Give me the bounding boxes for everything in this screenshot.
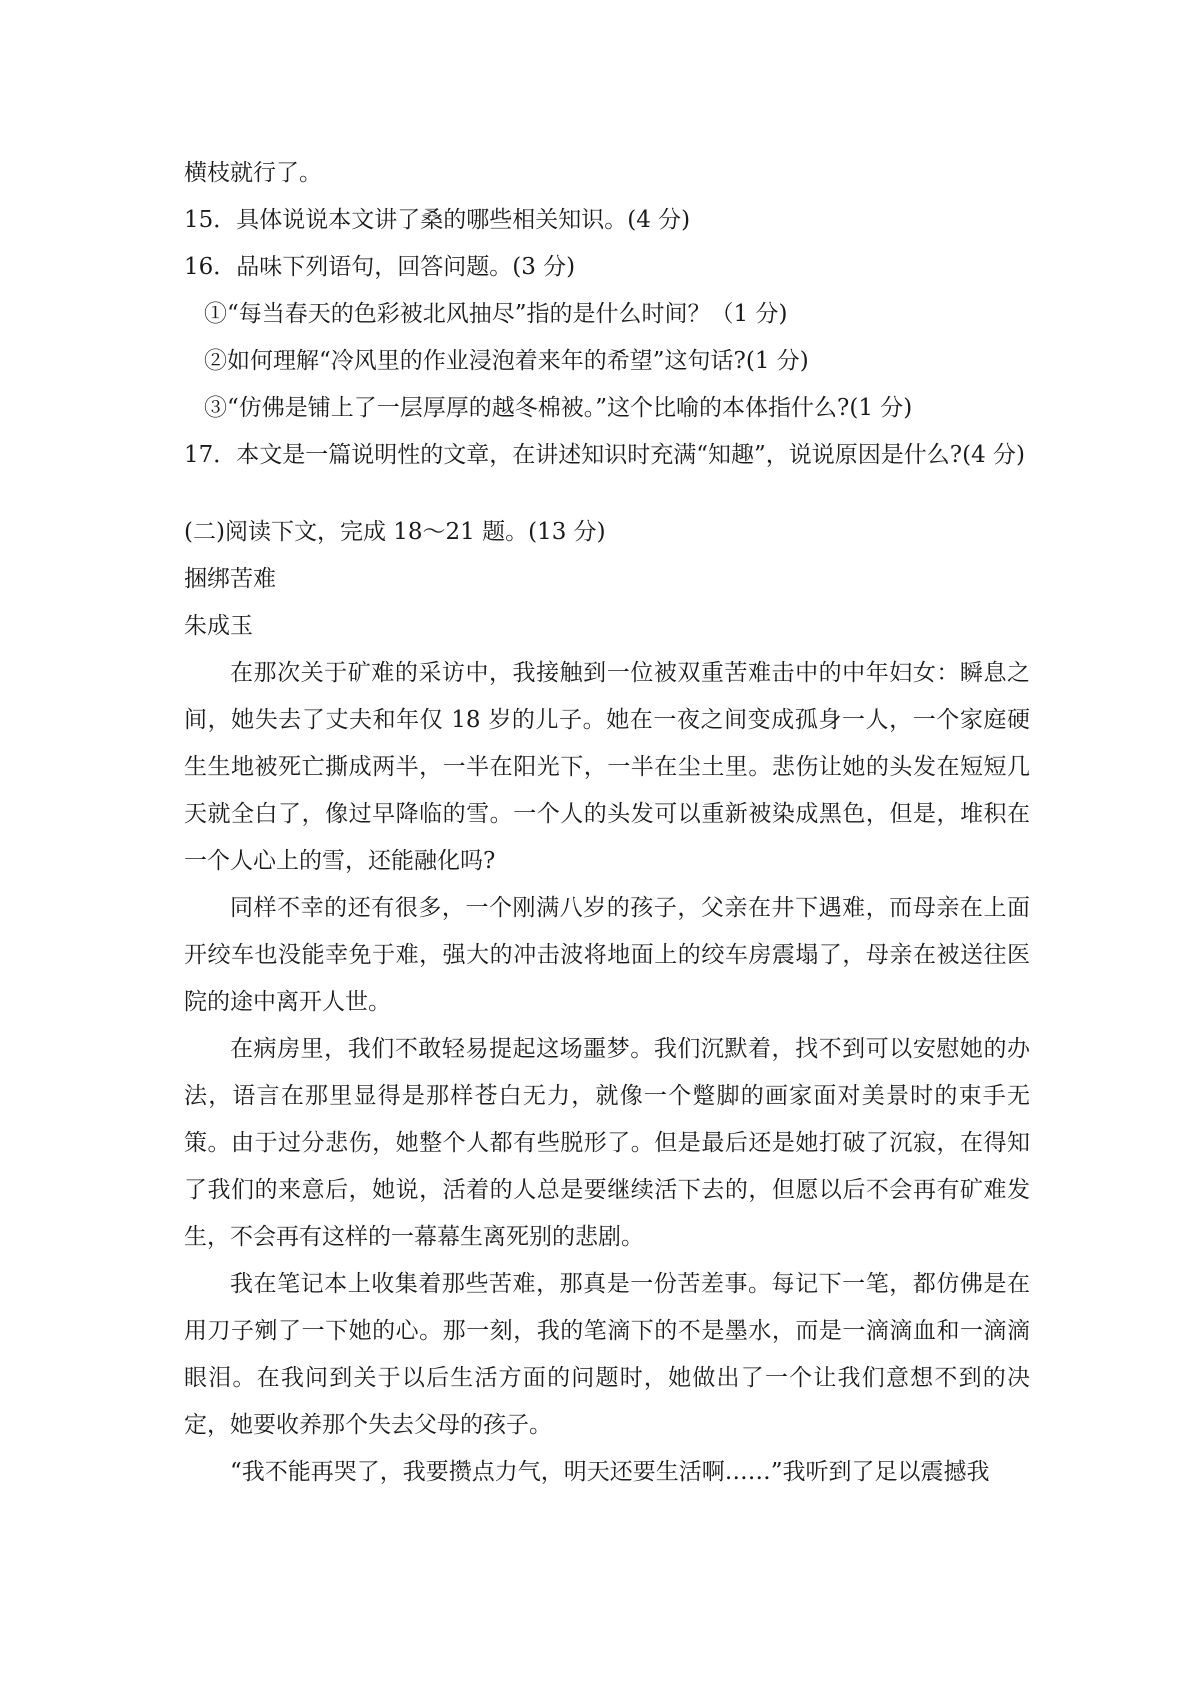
section-gap	[184, 479, 1030, 509]
text-line: 横枝就行了。	[184, 160, 322, 186]
paragraph-5: “我不能再哭了，我要攒点力气，明天还要生活啊……”我听到了足以震撼我	[230, 1459, 990, 1485]
paragraph-3: 在病房里，我们不敢轻易提起这场噩梦。我们沉默着，找不到可以安慰她的办法，语言在那里显得是那样苍白无力，就像一个蹩脚的画家面对美景时的束手无策。由于过分悲伤，她整个人都有些脱形了。但是最后还是她打破了沉寂，在得知了我们的来意后，她说，活着的人总是要继续活下去的，但愿以后不会再有矿难发生，不会再有这样的一幕幕生离死别的悲剧。	[184, 1036, 1030, 1250]
question-16-3: ③“仿佛是铺上了一层厚厚的越冬棉被。”这个比喻的本体指什么?(1 分)	[204, 395, 913, 421]
question-15: 15．具体说说本文讲了桑的哪些相关知识。(4 分)	[184, 207, 691, 233]
question-16-1: ①“每当春天的色彩被北风抽尽”指的是什么时间？（1 分)	[204, 301, 788, 327]
section-header: (二)阅读下文，完成 18～21 题。(13 分)	[184, 519, 606, 545]
article-title: 捆绑苦难	[184, 566, 276, 592]
paragraph-2: 同样不幸的还有很多，一个刚满八岁的孩子，父亲在井下遇难，而母亲在上面开绞车也没能幸免于难，强大的冲击波将地面上的绞车房震塌了，母亲在被送往医院的途中离开人世。	[184, 895, 1030, 1015]
paragraph-4: 我在笔记本上收集着那些苦难，那真是一份苦差事。每记下一笔，都仿佛是在用刀子剜了一下她的心。那一刻，我的笔滴下的不是墨水，而是一滴滴血和一滴滴眼泪。在我问到关于以后生活方面的问题时，她做出了一个让我们意想不到的决定，她要收养那个失去父母的孩子。	[184, 1271, 1030, 1438]
question-16: 16．品味下列语句，回答问题。(3 分)	[184, 254, 576, 280]
article-author: 朱成玉	[184, 613, 253, 639]
paragraph-1: 在那次关于矿难的采访中，我接触到一位被双重苦难击中的中年妇女：瞬息之间，她失去了丈夫和年仅 18 岁的儿子。她在一夜之间变成孤身一人，一个家庭硬生生地被死亡撕成两半，一半在阳光下，一半在尘土里。悲伤让她的头发在短短几天就全白了，像过早降临的雪。一个人的头发可以重新被染成黑色，但是，堆积在一个人心上的雪，还能融化吗?	[184, 660, 1030, 874]
question-16-2: ②如何理解“冷风里的作业浸泡着来年的希望”这句话?(1 分)	[204, 348, 809, 374]
document-page	[184, 150, 1030, 1496]
question-17: 17．本文是一篇说明性的文章，在讲述知识时充满“知趣”，说说原因是什么?(4 分)	[184, 442, 1026, 468]
